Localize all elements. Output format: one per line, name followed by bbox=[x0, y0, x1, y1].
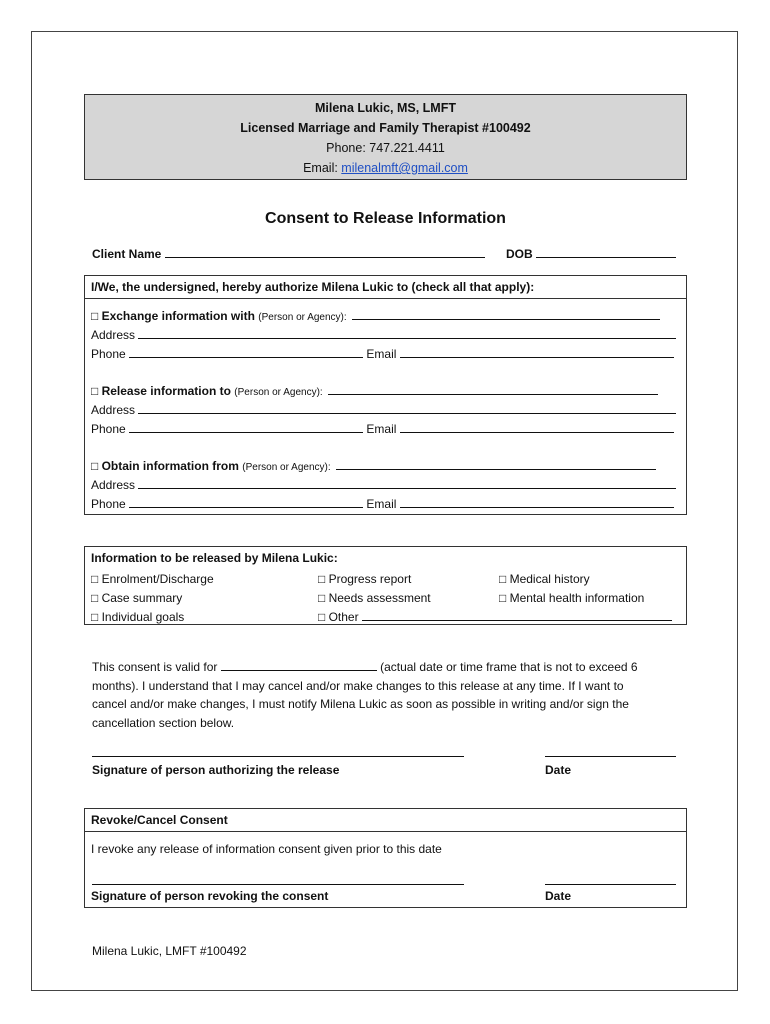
revoke-text: I revoke any release of information consent given prior to this date bbox=[91, 842, 442, 856]
authorizing-date-label: Date bbox=[545, 763, 572, 777]
exchange-phone-field[interactable] bbox=[129, 347, 363, 358]
dob-field[interactable] bbox=[536, 246, 676, 258]
authorizing-signature-field[interactable] bbox=[92, 756, 464, 757]
released-heading: Information to be released by Milena Lukic: bbox=[91, 551, 338, 565]
checkbox-other-row bbox=[318, 608, 672, 627]
consent-paragraph bbox=[92, 658, 638, 732]
checkbox-mental-health[interactable]: □ Mental health information bbox=[499, 591, 645, 605]
checkbox-case-summary[interactable]: □ Case summary bbox=[91, 591, 183, 605]
exchange-address-row bbox=[91, 328, 676, 342]
authorizing-signature-label: Signature of person authorizing the release bbox=[92, 763, 340, 777]
revoke-heading: Revoke/Cancel Consent bbox=[91, 813, 228, 827]
consent-line-4: cancellation section below. bbox=[92, 715, 235, 730]
consent-line-3: cancel and/or make changes, I must notify Milena Lukic as soon as possible in writing and/or sign the bbox=[92, 697, 629, 711]
release-phone-row bbox=[91, 422, 674, 436]
email-link[interactable]: milenalmft@gmail.com bbox=[341, 161, 468, 175]
authorization-box bbox=[84, 275, 687, 515]
divider bbox=[85, 298, 686, 299]
release-email-field[interactable] bbox=[400, 422, 674, 433]
document-page bbox=[31, 31, 738, 991]
release-row bbox=[91, 384, 681, 398]
dob-label: DOB bbox=[506, 247, 533, 261]
checkbox-needs-assessment[interactable]: □ Needs assessment bbox=[318, 591, 431, 605]
checkbox-other[interactable]: □ Other bbox=[318, 610, 359, 624]
exchange-field[interactable] bbox=[352, 309, 660, 320]
revoking-signature-label: Signature of person revoking the consent bbox=[91, 889, 329, 903]
obtain-label: □ Obtain information from bbox=[91, 459, 239, 473]
release-note: (Person or Agency): bbox=[234, 387, 323, 398]
release-field[interactable] bbox=[328, 384, 658, 395]
valid-for-field[interactable] bbox=[221, 660, 377, 671]
released-col-3 bbox=[499, 570, 644, 608]
release-phone-field[interactable] bbox=[129, 422, 363, 433]
therapist-name: Milena Lukic, MS, LMFT bbox=[315, 101, 456, 115]
therapist-phone: Phone: 747.221.4411 bbox=[326, 141, 445, 155]
therapist-license: Licensed Marriage and Family Therapist #100492 bbox=[240, 121, 531, 135]
obtain-phone-row bbox=[91, 497, 674, 511]
release-address-field[interactable] bbox=[138, 403, 676, 414]
exchange-label: □ Exchange information with bbox=[91, 309, 255, 323]
release-address-row bbox=[91, 403, 676, 417]
phone-label: Phone bbox=[91, 497, 126, 511]
revoking-date-label: Date bbox=[545, 889, 572, 903]
client-name-row bbox=[92, 246, 485, 261]
divider bbox=[85, 831, 686, 832]
phone-label: Phone bbox=[91, 422, 126, 436]
release-label: □ Release information to bbox=[91, 384, 231, 398]
other-field[interactable] bbox=[362, 610, 672, 621]
exchange-phone-row bbox=[91, 347, 674, 361]
consent-line-1 bbox=[92, 658, 638, 677]
footer-text: Milena Lukic, LMFT #100492 bbox=[92, 944, 247, 958]
exchange-address-field[interactable] bbox=[138, 328, 676, 339]
phone-label: Phone bbox=[91, 347, 126, 361]
therapist-email-line bbox=[85, 158, 686, 178]
obtain-address-field[interactable] bbox=[138, 478, 676, 489]
obtain-note: (Person or Agency): bbox=[242, 462, 331, 473]
exchange-note: (Person or Agency): bbox=[258, 312, 347, 323]
released-col-1 bbox=[91, 570, 214, 627]
obtain-email-field[interactable] bbox=[400, 497, 674, 508]
client-name-field[interactable] bbox=[165, 246, 485, 258]
checkbox-individual-goals[interactable]: □ Individual goals bbox=[91, 610, 185, 624]
letterhead bbox=[84, 94, 687, 180]
exchange-row bbox=[91, 309, 681, 323]
revoking-signature-field[interactable] bbox=[92, 884, 464, 885]
checkbox-progress-report[interactable]: □ Progress report bbox=[318, 572, 412, 586]
consent-line-2: months). I understand that I may cancel and/or make changes to this release at any time. If I want to bbox=[92, 678, 624, 693]
consent-text-a: This consent is valid for bbox=[92, 660, 218, 674]
released-info-box bbox=[84, 546, 687, 625]
dob-row bbox=[506, 246, 676, 261]
consent-text-b: (actual date or time frame that is not to exceed 6 bbox=[380, 660, 638, 674]
checkbox-medical-history[interactable]: □ Medical history bbox=[499, 572, 590, 586]
email-label: Email: bbox=[303, 161, 342, 175]
obtain-field[interactable] bbox=[336, 459, 656, 470]
checkbox-enrolment[interactable]: □ Enrolment/Discharge bbox=[91, 572, 214, 586]
obtain-phone-field[interactable] bbox=[129, 497, 363, 508]
client-name-label: Client Name bbox=[92, 247, 162, 261]
address-label: Address bbox=[91, 478, 136, 492]
form-title: Consent to Release Information bbox=[265, 210, 506, 227]
address-label: Address bbox=[91, 328, 136, 342]
obtain-row bbox=[91, 459, 681, 473]
address-label: Address bbox=[91, 403, 136, 417]
email-label: Email bbox=[366, 347, 397, 361]
email-label: Email bbox=[366, 497, 397, 511]
obtain-address-row bbox=[91, 478, 676, 492]
exchange-email-field[interactable] bbox=[400, 347, 674, 358]
authorizing-date-field[interactable] bbox=[545, 756, 676, 757]
email-label: Email bbox=[366, 422, 397, 436]
revoking-date-field[interactable] bbox=[545, 884, 676, 885]
revoke-box bbox=[84, 808, 687, 908]
authorization-heading: I/We, the undersigned, hereby authorize Milena Lukic to (check all that apply): bbox=[91, 280, 535, 294]
